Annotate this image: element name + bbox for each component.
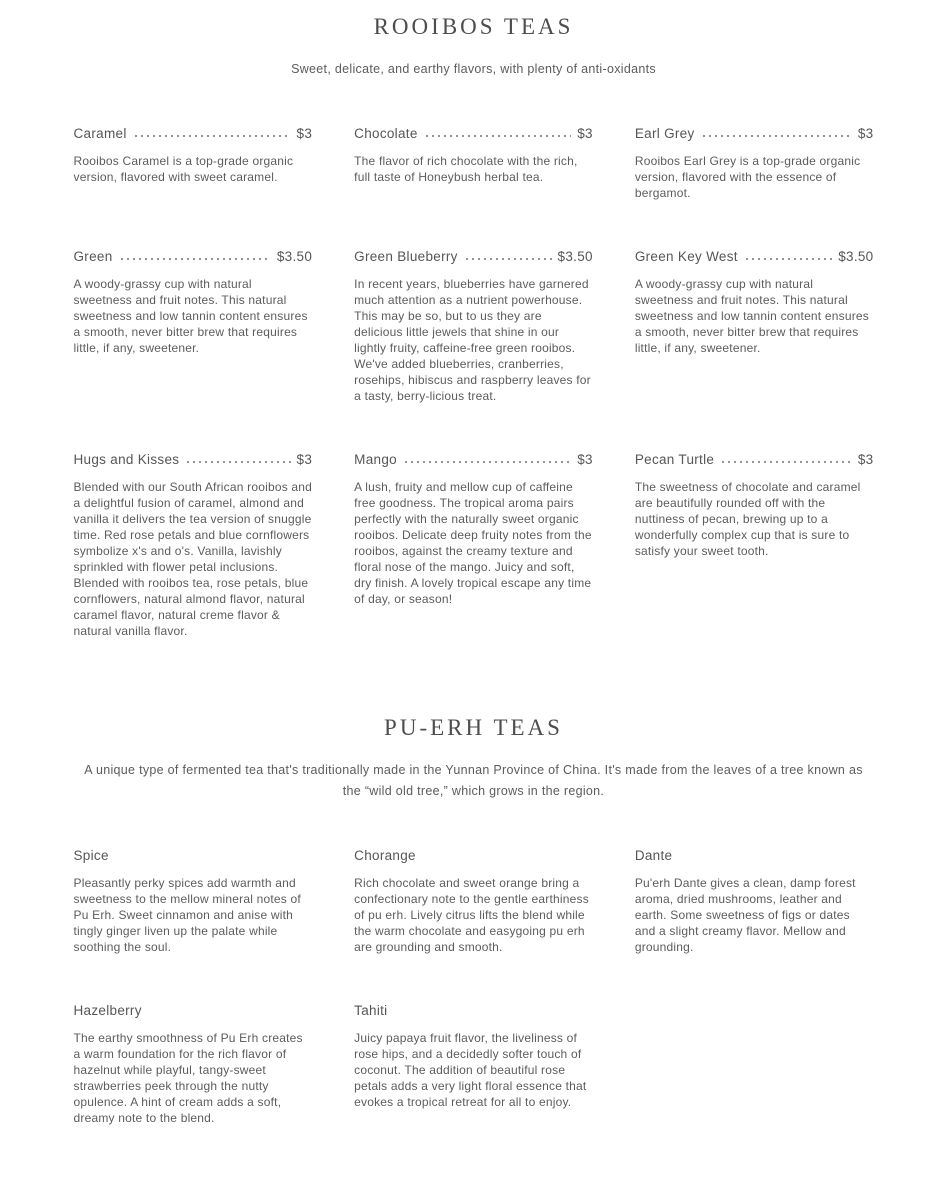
menu-item-header — [354, 1003, 593, 1018]
menu-item-description: A woody-grassy cup with natural sweetness and fruit notes. This natural sweetness and low tannin content ensures a smooth, never bitter brew that requires little, if any, sweetener. — [634, 277, 869, 355]
section-subtitle: A unique type of fermented tea that's traditionally made in the Yunnan Province of China. It's made from the leaves of a tree known as the “wild old tree,” which grows in the region. — [84, 763, 863, 798]
menu-item-mango — [354, 452, 593, 607]
menu-item-description: Pu'erh Dante gives a clean, damp forest aroma, dried mushrooms, leather and earth. Some sweetness of figs or dates and a slight creamy flavor. Mellow and grounding. — [634, 876, 856, 954]
menu-item-header — [74, 126, 313, 141]
section-subtitle: Sweet, delicate, and earthy flavors, with plenty of anti-oxidants — [291, 62, 656, 76]
section-title: PU-ERH TEAS — [384, 715, 563, 740]
menu-item-name: Green — [73, 249, 113, 264]
menu-item-header — [635, 126, 874, 141]
menu-item-description: Juicy papaya fruit flavor, the liveliness of rose hips, and a decidedly softer touch of coconut. The addition of beautiful rose petals adds a very light floral essence that evokes a tropical retreat for all to enjoy. — [354, 1031, 587, 1109]
items-grid — [74, 126, 874, 639]
menu-item-description: Rooibos Caramel is a top-grade organic version, flavored with sweet caramel. — [73, 154, 294, 184]
menu-item-dante — [635, 848, 874, 955]
menu-item-header — [635, 249, 874, 264]
menu-item-spice — [74, 848, 313, 955]
menu-item-hazelberry — [74, 1003, 313, 1126]
menu-item-name: Chocolate — [354, 126, 418, 141]
menu-item-name: Mango — [354, 452, 397, 467]
menu-item-name: Tahiti — [354, 1003, 388, 1018]
menu-item-price: $3.50 — [557, 249, 593, 264]
menu-item-name: Green Blueberry — [354, 249, 458, 264]
menu-item-name: Chorange — [354, 848, 416, 863]
dotted-leader — [119, 257, 271, 261]
menu-item-header — [74, 452, 313, 467]
menu-item-name: Hugs and Kisses — [73, 452, 180, 467]
menu-item-hugs-and-kisses — [74, 452, 313, 639]
menu-item-description: The earthy smoothness of Pu Erh creates a warm foundation for the rich flavor of hazelnut while playful, tangy-sweet strawberries peek through the nutty opulence. A hint of cream adds a soft, dreamy note to the blend. — [73, 1031, 303, 1125]
menu-item-description: Rich chocolate and sweet orange bring a confectionary note to the gentle earthiness of pu erh. Lively citrus lifts the blend while the warm chocolate and easygoing pu erh are grounding and smooth. — [354, 876, 589, 954]
menu-item-price: $3 — [577, 126, 593, 141]
menu-item-price: $3 — [296, 126, 313, 141]
menu-item-name: Caramel — [73, 126, 127, 141]
menu-item-price: $3 — [857, 126, 874, 141]
section-pu-erh-teas — [74, 715, 874, 1126]
menu-item-description: Blended with our South African rooibos and a delightful fusion of caramel, almond and vanilla it delivers the tea version of snuggle time. Red rose petals and blue cornflowers symbolize x's and o's. Vanilla, lavishly sprinkled with flower petal inclusions. Blended with rooibos tea, rose petals, blue cornflowers, natural almond flavor, natural caramel flavor, natural creme flavor & natural vanilla flavor. — [73, 480, 313, 638]
dotted-leader — [133, 134, 291, 138]
menu-item-header — [354, 848, 593, 863]
menu-item-description: A woody-grassy cup with natural sweetness and fruit notes. This natural sweetness and low tannin content ensures a smooth, never bitter brew that requires little, if any, sweetener. — [73, 277, 308, 355]
items-grid — [74, 848, 874, 1126]
menu-item-earl-grey — [635, 126, 874, 201]
dotted-leader — [744, 257, 832, 261]
menu-item-chorange — [354, 848, 593, 955]
section-title: ROOIBOS TEAS — [373, 14, 574, 39]
menu-item-description: A lush, fruity and mellow cup of caffeine free goodness. The tropical aroma pairs perfectly with the naturally sweet organic rooibos. Delicate deep fruity notes from the rooibos, against the creamy texture and floral nose of the mango. Juicy and soft, dry finish. A lovely tropical escape any time of day, or season! — [354, 480, 592, 606]
menu-item-header — [635, 452, 874, 467]
menu-item-header — [635, 848, 874, 863]
menu-item-name: Earl Grey — [634, 126, 695, 141]
menu-item-description: Pleasantly perky spices add warmth and sweetness to the mellow mineral notes of Pu Erh. Sweet cinnamon and anise with tingly ginger liven up the palate while soothing the soul. — [73, 876, 301, 954]
menu-item-price: $3.50 — [838, 249, 874, 264]
dotted-leader — [701, 134, 852, 138]
menu-item-price: $3 — [577, 452, 593, 467]
dotted-leader — [403, 460, 571, 464]
menu-item-header — [74, 249, 313, 264]
menu-item-header — [74, 1003, 313, 1018]
menu-item-description: Rooibos Earl Grey is a top-grade organic version, flavored with the essence of bergamot. — [634, 154, 861, 200]
menu-item-green-key-west — [635, 249, 874, 356]
menu-item-name: Hazelberry — [73, 1003, 142, 1018]
menu-item-name: Dante — [634, 848, 673, 863]
menu-item-price: $3.50 — [276, 249, 313, 264]
menu-item-green — [74, 249, 313, 356]
dotted-leader — [424, 134, 572, 138]
menu-item-caramel — [74, 126, 313, 185]
menu-item-tahiti — [354, 1003, 593, 1110]
menu-item-description: The sweetness of chocolate and caramel are beautifully rounded off with the nuttiness of pecan, brewing up to a wonderfully complex cup that is sure to satisfy your sweet tooth. — [634, 480, 861, 558]
menu-item-chocolate — [354, 126, 593, 185]
menu-item-header — [354, 249, 593, 264]
menu-item-description: In recent years, blueberries have garnered much attention as a nutrient powerhouse. This may be so, but to us they are delicious little jewels that shine in our lightly fruity, caffeine-free green rooibos. We've added blueberries, cranberries, rosehips, hibiscus and raspberry leaves for a tasty, berry-licious treat. — [354, 277, 591, 403]
menu-item-pecan-turtle — [635, 452, 874, 559]
menu-item-header — [74, 848, 313, 863]
menu-page — [74, 0, 874, 1186]
menu-item-price: $3 — [296, 452, 313, 467]
menu-item-header — [354, 452, 593, 467]
section-rooibos-teas — [74, 14, 874, 639]
menu-item-name: Spice — [73, 848, 109, 863]
menu-item-green-blueberry — [354, 249, 593, 404]
bottom-spacer — [74, 1126, 874, 1186]
dotted-leader — [464, 257, 552, 261]
menu-item-price: $3 — [857, 452, 874, 467]
menu-item-description: The flavor of rich chocolate with the rich, full taste of Honeybush herbal tea. — [354, 154, 578, 184]
menu-item-name: Pecan Turtle — [634, 452, 715, 467]
menu-item-header — [354, 126, 593, 141]
dotted-leader — [185, 460, 290, 464]
dotted-leader — [720, 460, 852, 464]
menu-item-name: Green Key West — [634, 249, 738, 264]
